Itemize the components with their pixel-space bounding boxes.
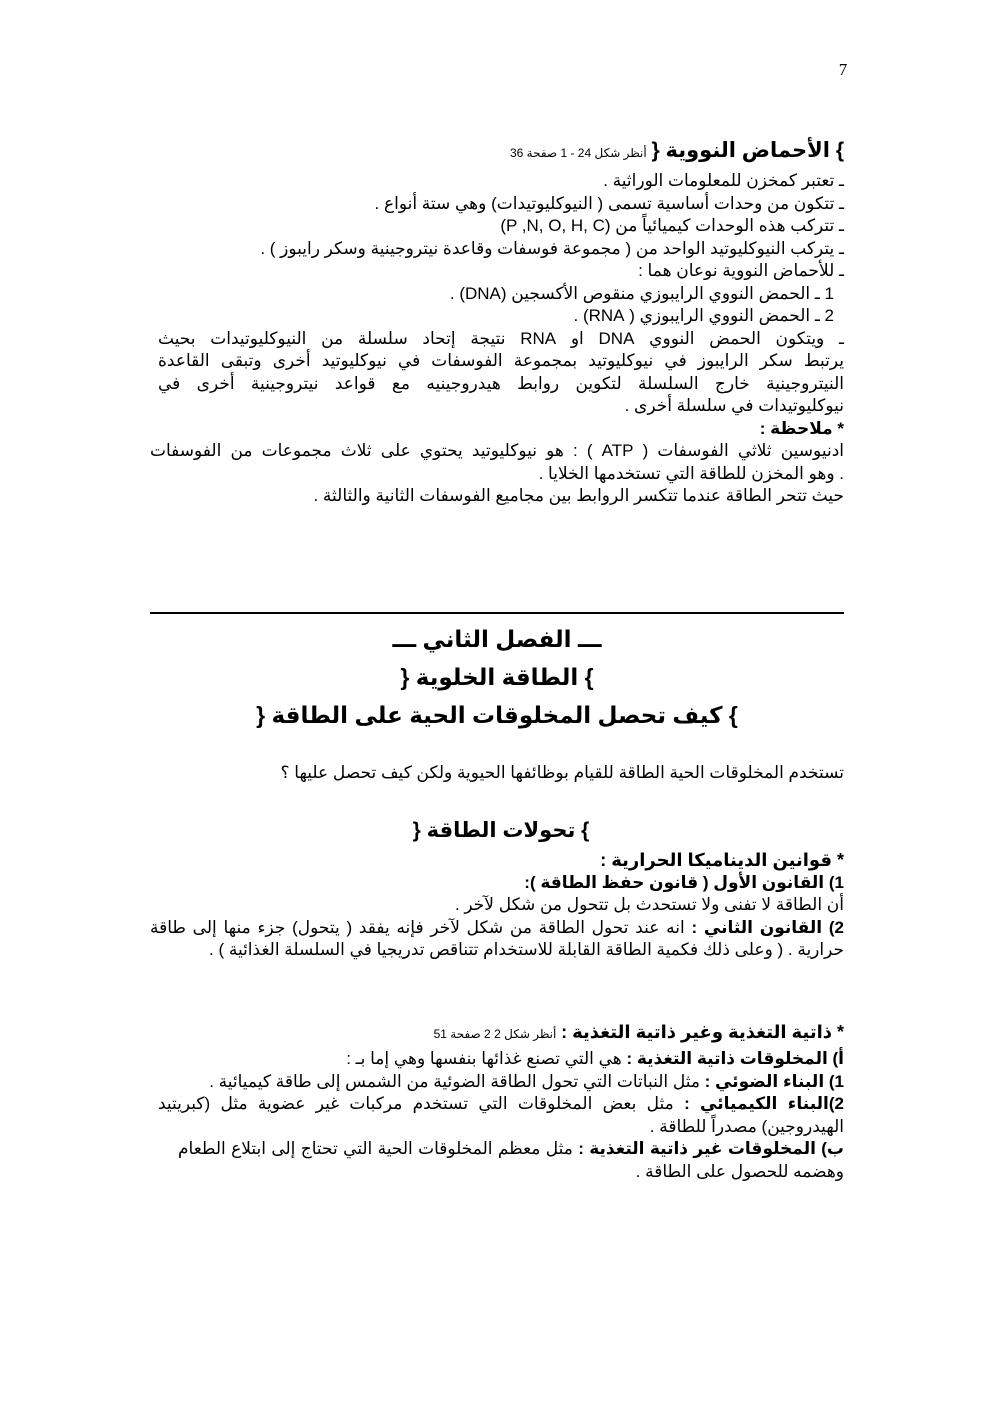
horizontal-divider (150, 612, 844, 614)
text-line: ـ تتكون من وحدات أساسية تسمى ( النيوكليوتيدات) وهي ستة أنواع . (374, 193, 844, 213)
autotroph-label: أ) المخلوقات ذاتية التغذية : (626, 1049, 844, 1068)
laws-heading: * قوانين الديناميكا الحرارية : (600, 850, 844, 870)
energy-title: } تحولات الطاقة { (412, 819, 590, 842)
note-line: حيث تتحر الطاقة عندما تتكسر الروابط بين مجاميع الفوسفات الثانية والثالثة . (313, 486, 844, 505)
figure-reference: أنظر شكل 2 2 صفحة 51 (433, 1027, 557, 1041)
nutrition-section (158, 1018, 844, 1183)
heterotroph-line (178, 1138, 844, 1161)
chapter-subtitle: } الطاقة الخلوية { (400, 664, 594, 690)
energy-transformations-section (150, 814, 844, 962)
chapter-question: } كيف تحصل المخلوقات الحية على الطاقة { (256, 702, 738, 728)
text-line: يرتبط سكر الرايبوز في نيوكليوتيد بمجموعة الفوسفات في نيوكليوتيد أخرى وتبقى القاعدة (158, 351, 844, 370)
section-title (158, 134, 844, 170)
nucleic-acids-title: } الأحماض النووية { (651, 139, 844, 162)
law2-line (150, 917, 844, 940)
note-line: . وهو المخزن للطاقة التي تستخدمها الخلايا . (538, 463, 844, 483)
law2-text: انه عند تحول الطاقة من شكل لآخر فإنه يفقد ( يتحول) جزء منها إلى طاقة (150, 917, 685, 937)
dna-item: 1 ـ الحمض النووي الرايبوزي منقوص الأكسجين (DNA) . (449, 283, 834, 303)
text-line: نيوكليوتيدات في سلسلة أخرى . (624, 396, 844, 415)
heterotroph-text: مثل معظم المخلوقات الحية التي تحتاج إلى ابتلاع الطعام (178, 1139, 573, 1158)
photosynthesis-label: 1) البناء الضوئي : (704, 1071, 844, 1091)
chapter-heading (150, 620, 844, 734)
heterotroph-label: ب) المخلوقات غير ذاتية التغذية : (578, 1139, 844, 1158)
autotroph-text: هي التي تصنع غذائها بنفسها وهي إما بـ : (346, 1049, 622, 1068)
nutrition-heading: * ذاتية التغذية وغير ذاتية التغذية : (561, 1022, 844, 1042)
chemosynthesis-line (158, 1093, 844, 1116)
autotroph-line (158, 1048, 844, 1071)
law2-label: 2) القانون الثاني : (691, 917, 844, 937)
figure-reference: أنظر شكل 24 - 1 صفحة 36 (509, 146, 647, 160)
text-line: النيتروجينية خارج السلسلة لتكوين روابط هيدروجينيه مع قواعد نيتروجينية أخرى في (158, 373, 844, 393)
rna-item: 2 ـ الحمض النووي الرايبوزي ( RNA) . (573, 306, 834, 325)
text-line: ـ يتركب النيوكليوتيد الواحد من ( مجموعة فوسفات وقاعدة نيتروجينية وسكر رايبوز ) . (260, 238, 844, 258)
text-line: ـ ويتكون الحمض النووي DNA او RNA نتيجة إتحاد سلسلة من النيوكليوتيدات بحيث (158, 328, 844, 348)
chemosynthesis-text-continued: الهيدروجين) مصدراً للطاقة . (649, 1116, 844, 1136)
law1-heading: 1) القانون الأول ( قانون حفظ الطاقة ): (524, 872, 844, 892)
photosynthesis-text: مثل النباتات التي تحول الطاقة الضوئية من الشمس إلى طاقة كيميائية . (209, 1071, 700, 1091)
page-number: 7 (838, 60, 848, 79)
note-label: * ملاحظة : (759, 418, 844, 438)
heterotroph-text-continued: وهضمه للحصول على الطاقة . (635, 1161, 844, 1181)
text-line: ـ تتركب هذه الوحدات كيميائياً من (P ,N, O, H, C) (500, 216, 844, 235)
chemosynthesis-label: 2)البناء الكيميائي : (684, 1094, 844, 1113)
nucleic-acids-section (150, 134, 844, 508)
chapter-title: ـــ الفصل الثاني ـــ (392, 626, 602, 652)
section-title (158, 814, 844, 849)
law2-text-continued: حرارية . ( وعلى ذلك فكمية الطاقة القابلة للاستخدام تتناقص تدريجيا في السلسلة الغذائية ) . (209, 940, 844, 959)
photosynthesis-line (158, 1071, 844, 1094)
text-line: ـ للأحماض النووية نوعان هما : (638, 261, 844, 280)
intro-paragraph (158, 762, 844, 785)
nutrition-heading-line (158, 1018, 844, 1048)
law1-text: أن الطاقة لا تفنى ولا تستحدث بل تتحول من شكل لآخر . (454, 895, 844, 914)
chemosynthesis-text: مثل بعض المخلوقات التي تستخدم مركبات غير عضوية مثل (كبريتيد (158, 1094, 674, 1113)
text-line: ـ تعتبر كمخزن للمعلومات الوراثية . (603, 171, 844, 190)
note-line: ادنيوسين ثلاثي الفوسفات ( ATP ) : هو نيوكليوتيد يحتوي على ثلاث مجموعات من الفوسفات (150, 441, 844, 460)
intro-text: تستخدم المخلوقات الحية الطاقة للقيام بوظائفها الحيوية ولكن كيف تحصل عليها ؟ (280, 763, 844, 782)
